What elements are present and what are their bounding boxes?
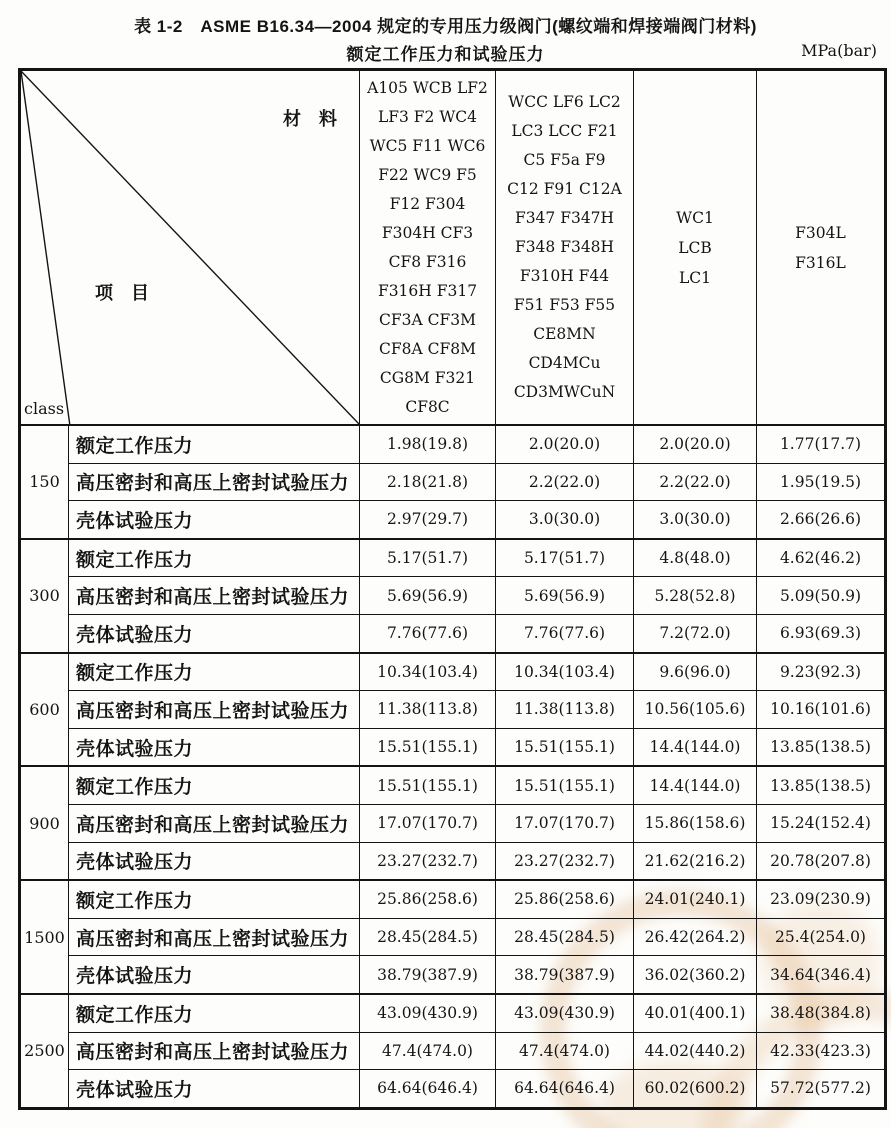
item-label-cell: 高压密封和高压上密封试验压力 [69, 918, 360, 956]
class-cell: 1500 [20, 880, 69, 994]
material-grade: LC1 [678, 268, 711, 287]
material-grade: F304L [795, 223, 846, 242]
pressure-value-cell: 15.86(158.6) [634, 804, 757, 842]
pressure-value-cell: 14.4(144.0) [634, 766, 757, 804]
material-grade: CG8M F321 [379, 368, 476, 387]
pressure-value-cell: 28.45(284.5) [496, 918, 634, 956]
table-row [20, 1070, 886, 1109]
item-label-cell: 额定工作压力 [69, 653, 360, 691]
material-column-header-3 [634, 70, 757, 426]
item-label-cell: 壳体试验压力 [69, 614, 360, 652]
material-grade: CD3MWCuN [513, 383, 616, 401]
table-row [20, 501, 886, 539]
table-row [20, 880, 886, 918]
pressure-value-cell: 10.56(105.6) [634, 691, 757, 729]
class-axis-label: class [24, 399, 65, 418]
pressure-value-cell: 42.33(423.3) [757, 1032, 886, 1070]
pressure-value-cell: 24.01(240.1) [634, 880, 757, 918]
corner-cell [20, 70, 360, 426]
item-label-cell: 额定工作压力 [69, 880, 360, 918]
material-grade: CF8C [405, 397, 450, 416]
pressure-value-cell: 10.34(103.4) [360, 653, 496, 691]
pressure-value-cell: 17.07(170.7) [496, 804, 634, 842]
pressure-value-cell: 2.18(21.8) [360, 463, 496, 501]
material-grade: C5 F5a F9 [523, 151, 606, 169]
item-label-cell: 高压密封和高压上密封试验压力 [69, 691, 360, 729]
item-label-cell: 高压密封和高压上密封试验压力 [69, 1032, 360, 1070]
item-label-cell: 额定工作压力 [69, 539, 360, 577]
material-list [757, 218, 884, 278]
pressure-rating-table [18, 68, 887, 1110]
material-grade: F304H CF3 [381, 223, 474, 242]
material-grade: LC3 LCC F21 [511, 122, 618, 140]
pressure-value-cell: 7.76(77.6) [496, 614, 634, 652]
pressure-value-cell: 4.62(46.2) [757, 539, 886, 577]
item-label-cell: 壳体试验压力 [69, 842, 360, 880]
pressure-value-cell: 5.17(51.7) [360, 539, 496, 577]
pressure-value-cell: 20.78(207.8) [757, 842, 886, 880]
class-cell: 900 [20, 766, 69, 880]
pressure-value-cell: 25.86(258.6) [360, 880, 496, 918]
pressure-value-cell: 13.85(138.5) [757, 728, 886, 766]
pressure-value-cell: 60.02(600.2) [634, 1070, 757, 1109]
pressure-value-cell: 10.16(101.6) [757, 691, 886, 729]
material-column-header-2 [496, 70, 634, 426]
pressure-value-cell: 21.62(216.2) [634, 842, 757, 880]
material-column-header-4 [757, 70, 886, 426]
table-row [20, 691, 886, 729]
class-cell: 150 [20, 425, 69, 539]
subtitle-row [0, 40, 891, 62]
pressure-value-cell: 25.86(258.6) [496, 880, 634, 918]
header-row [20, 70, 886, 426]
unit-label: MPa(bar) [801, 41, 877, 60]
pressure-value-cell: 11.38(113.8) [360, 691, 496, 729]
material-list [496, 88, 633, 407]
pressure-value-cell: 11.38(113.8) [496, 691, 634, 729]
table-row [20, 577, 886, 615]
pressure-value-cell: 38.79(387.9) [360, 956, 496, 994]
table-row [20, 956, 886, 994]
material-grade: F22 WC9 F5 [378, 165, 477, 184]
material-grade: CD4MCu [528, 354, 601, 372]
pressure-value-cell: 2.66(26.6) [757, 501, 886, 539]
material-grade: WCC LF6 LC2 [508, 93, 621, 111]
pressure-value-cell: 5.28(52.8) [634, 577, 757, 615]
pressure-value-cell: 15.51(155.1) [496, 728, 634, 766]
table-row [20, 614, 886, 652]
material-grade: A105 WCB LF2 [367, 78, 488, 97]
class-cell: 2500 [20, 994, 69, 1108]
pressure-value-cell: 6.93(69.3) [757, 614, 886, 652]
table-row [20, 539, 886, 577]
pressure-value-cell: 10.34(103.4) [496, 653, 634, 691]
table-row [20, 1032, 886, 1070]
material-grade: F347 F347H [514, 209, 615, 227]
pressure-value-cell: 57.72(577.2) [757, 1070, 886, 1109]
item-label-cell: 壳体试验压力 [69, 956, 360, 994]
table-row [20, 425, 886, 463]
item-label-cell: 高压密封和高压上密封试验压力 [69, 577, 360, 615]
pressure-value-cell: 5.69(56.9) [360, 577, 496, 615]
pressure-value-cell: 23.09(230.9) [757, 880, 886, 918]
pressure-value-cell: 9.6(96.0) [634, 653, 757, 691]
item-label-cell: 额定工作压力 [69, 994, 360, 1032]
material-axis-label: 材 料 [283, 109, 337, 129]
material-grade: LF3 F2 WC4 [377, 107, 478, 126]
pressure-value-cell: 5.17(51.7) [496, 539, 634, 577]
pressure-value-cell: 15.24(152.4) [757, 804, 886, 842]
item-label-cell: 壳体试验压力 [69, 728, 360, 766]
table-row [20, 766, 886, 804]
pressure-value-cell: 3.0(30.0) [634, 501, 757, 539]
pressure-value-cell: 43.09(430.9) [360, 994, 496, 1032]
table-subtitle: 额定工作压力和试验压力 [346, 45, 545, 64]
item-label-cell: 高压密封和高压上密封试验压力 [69, 463, 360, 501]
item-label-cell: 高压密封和高压上密封试验压力 [69, 804, 360, 842]
pressure-value-cell: 13.85(138.5) [757, 766, 886, 804]
material-grade: F12 F304 [389, 194, 466, 213]
pressure-value-cell: 17.07(170.7) [360, 804, 496, 842]
pressure-value-cell: 15.51(155.1) [360, 728, 496, 766]
pressure-value-cell: 3.0(30.0) [496, 501, 634, 539]
table-row [20, 728, 886, 766]
pressure-value-cell: 7.2(72.0) [634, 614, 757, 652]
pressure-value-cell: 2.2(22.0) [634, 463, 757, 501]
table-row [20, 463, 886, 501]
pressure-value-cell: 28.45(284.5) [360, 918, 496, 956]
pressure-value-cell: 64.64(646.4) [496, 1070, 634, 1109]
pressure-value-cell: 38.79(387.9) [496, 956, 634, 994]
pressure-value-cell: 9.23(92.3) [757, 653, 886, 691]
material-grade: C12 F91 C12A [507, 180, 622, 198]
table-title: 表 1-2 ASME B16.34—2004 规定的专用压力级阀门(螺纹端和焊接端阀门材料) [134, 17, 757, 36]
item-axis-label: 项 目 [95, 283, 149, 303]
pressure-value-cell: 47.4(474.0) [360, 1032, 496, 1070]
pressure-value-cell: 1.98(19.8) [360, 425, 496, 463]
pressure-value-cell: 25.4(254.0) [757, 918, 886, 956]
pressure-value-cell: 5.69(56.9) [496, 577, 634, 615]
item-label-cell: 壳体试验压力 [69, 1070, 360, 1109]
material-grade: F316H F317 [377, 281, 478, 300]
pressure-value-cell: 43.09(430.9) [496, 994, 634, 1032]
material-grade: LCB [678, 238, 712, 257]
class-cell: 300 [20, 539, 69, 653]
pressure-value-cell: 15.51(155.1) [496, 766, 634, 804]
pressure-value-cell: 2.0(20.0) [496, 425, 634, 463]
pressure-value-cell: 1.77(17.7) [757, 425, 886, 463]
pressure-value-cell: 4.8(48.0) [634, 539, 757, 577]
pressure-value-cell: 2.97(29.7) [360, 501, 496, 539]
pressure-value-cell: 44.02(440.2) [634, 1032, 757, 1070]
pressure-value-cell: 26.42(264.2) [634, 918, 757, 956]
table-row [20, 918, 886, 956]
material-grade: CF8A CF8M [379, 339, 476, 358]
item-label-cell: 壳体试验压力 [69, 501, 360, 539]
material-grade: F348 F348H [514, 238, 615, 256]
pressure-value-cell: 40.01(400.1) [634, 994, 757, 1032]
material-grade: CF3A CF3M [379, 310, 476, 329]
material-grade: WC5 F11 WC6 [369, 136, 486, 155]
pressure-value-cell: 23.27(232.7) [360, 842, 496, 880]
pressure-value-cell: 14.4(144.0) [634, 728, 757, 766]
pressure-value-cell: 36.02(360.2) [634, 956, 757, 994]
pressure-value-cell: 38.48(384.8) [757, 994, 886, 1032]
pressure-value-cell: 5.09(50.9) [757, 577, 886, 615]
material-grade: F310H F44 [519, 267, 610, 285]
table-row [20, 804, 886, 842]
item-label-cell: 额定工作压力 [69, 425, 360, 463]
pressure-value-cell: 1.95(19.5) [757, 463, 886, 501]
pressure-value-cell: 23.27(232.7) [496, 842, 634, 880]
pressure-value-cell: 34.64(346.4) [757, 956, 886, 994]
item-label-cell: 额定工作压力 [69, 766, 360, 804]
material-grade: F51 F53 F55 [513, 296, 616, 314]
pressure-value-cell: 2.2(22.0) [496, 463, 634, 501]
table-row [20, 653, 886, 691]
pressure-value-cell: 7.76(77.6) [360, 614, 496, 652]
material-grade: WC1 [676, 208, 714, 227]
table-body [20, 425, 886, 1108]
pressure-value-cell: 64.64(646.4) [360, 1070, 496, 1109]
material-list [360, 74, 495, 422]
table-row [20, 994, 886, 1032]
pressure-value-cell: 2.0(20.0) [634, 425, 757, 463]
pressure-value-cell: 15.51(155.1) [360, 766, 496, 804]
material-grade: CF8 F316 [388, 252, 467, 271]
class-cell: 600 [20, 653, 69, 767]
material-column-header-1 [360, 70, 496, 426]
material-grade: CE8MN [533, 325, 596, 343]
material-list [634, 203, 756, 293]
pressure-value-cell: 47.4(474.0) [496, 1032, 634, 1070]
material-grade: F316L [795, 253, 846, 272]
table-row [20, 842, 886, 880]
